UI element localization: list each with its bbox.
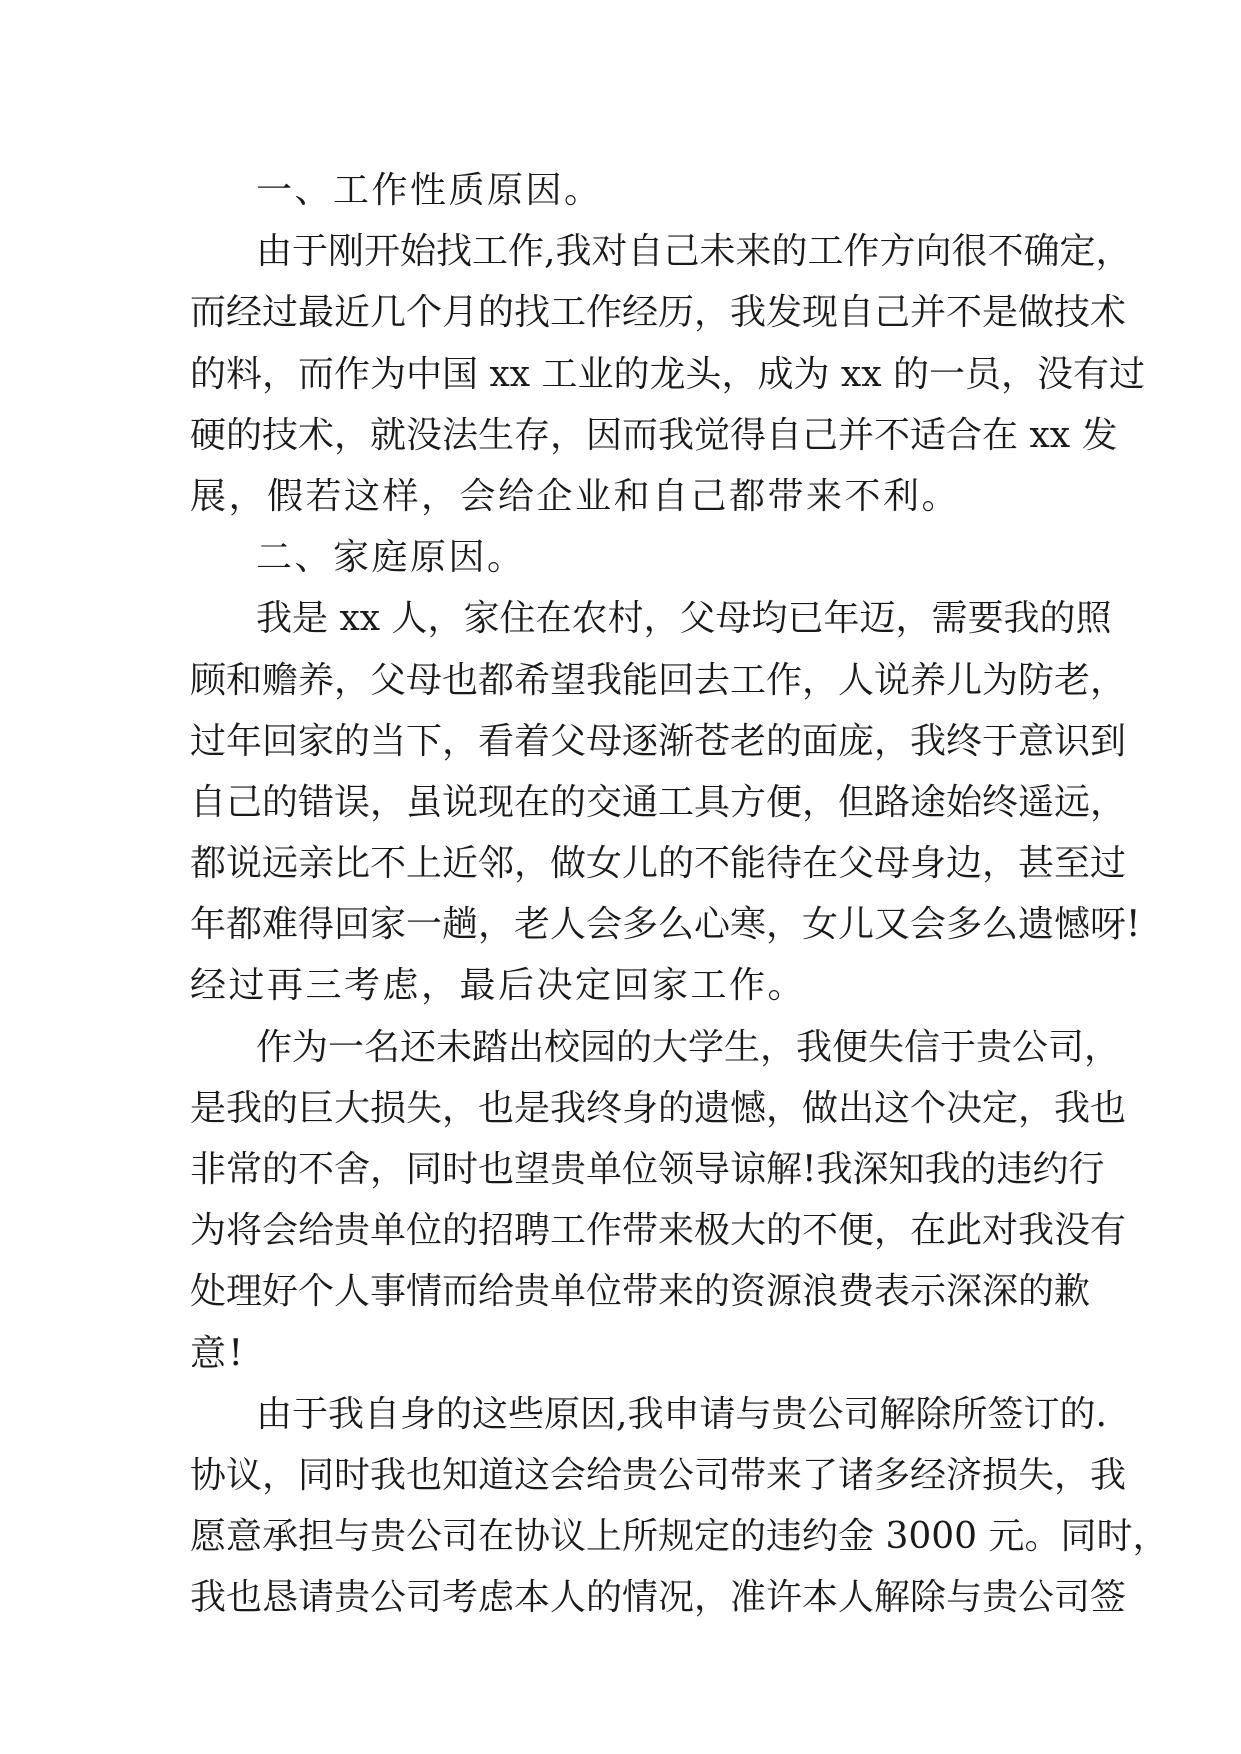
paragraph-line: 展，假若这样，会给企业和自己都带来不利。	[190, 475, 961, 517]
paragraph-line: 过年回家的当下，看着父母逐渐苍老的面庞，我终于意识到	[190, 720, 1127, 762]
paragraph-line: 非常的不舍，同时也望贵单位领导谅解!我深知我的违约行	[190, 1149, 1105, 1190]
paragraph-line: 由于我自身的这些原因,我申请与贵公司解除所签订的.	[256, 1393, 1107, 1435]
paragraph-line: 我是 xx 人，家住在农村，父母均已年迈，需要我的照	[256, 598, 1112, 640]
paragraph-line: 处理好个人事情而给贵单位带来的资源浪费表示深深的歉	[190, 1271, 1091, 1313]
paragraph-line: 愿意承担与贵公司在协议上所规定的违约金 3000 元。同时，	[190, 1516, 1169, 1558]
paragraph-line: 的料，而作为中国 xx 工业的龙头，成为 xx 的一员，没有过	[190, 353, 1145, 395]
paragraph-line: 而经过最近几个月的找工作经历，我发现自己并不是做技术	[190, 292, 1127, 334]
paragraph-line: 都说远亲比不上近邻，做女儿的不能待在父母身边，甚至过	[190, 843, 1127, 885]
paragraph-line: 顾和赡养，父母也都希望我能回去工作，人说养儿为防老，	[190, 659, 1127, 701]
paragraph-line: 是我的巨大损失，也是我终身的遗憾，做出这个决定，我也	[190, 1087, 1127, 1129]
section-heading-family: 二、家庭原因。	[256, 537, 526, 579]
paragraph-line: 我也恳请贵公司考虑本人的情况，准许本人解除与贵公司签	[190, 1577, 1127, 1619]
paragraph-line: 硬的技术，就没法生存，因而我觉得自己并不适合在 xx 发	[190, 414, 1118, 456]
paragraph-line: 年都难得回家一趟，老人会多么心寒，女儿又会多么遗憾呀!	[190, 904, 1141, 946]
paragraph-line: 由于刚开始找工作,我对自己未来的工作方向很不确定，	[256, 231, 1132, 273]
paragraph-line: 为将会给贵单位的招聘工作带来极大的不便，在此对我没有	[190, 1210, 1127, 1252]
paragraph-line: 意!	[190, 1332, 246, 1374]
paragraph-line: 协议，同时我也知道这会给贵公司带来了诸多经济损失，我	[190, 1454, 1127, 1496]
document-body	[190, 160, 1169, 1629]
paragraph-line: 经过再三考虑，最后决定回家工作。	[190, 965, 807, 1007]
paragraph-line: 自己的错误，虽说现在的交通工具方便，但路途始终遥远，	[190, 781, 1127, 823]
section-heading-work-nature: 一、工作性质原因。	[256, 170, 603, 211]
paragraph-line: 作为一名还未踏出校园的大学生，我便失信于贵公司，	[256, 1026, 1121, 1068]
